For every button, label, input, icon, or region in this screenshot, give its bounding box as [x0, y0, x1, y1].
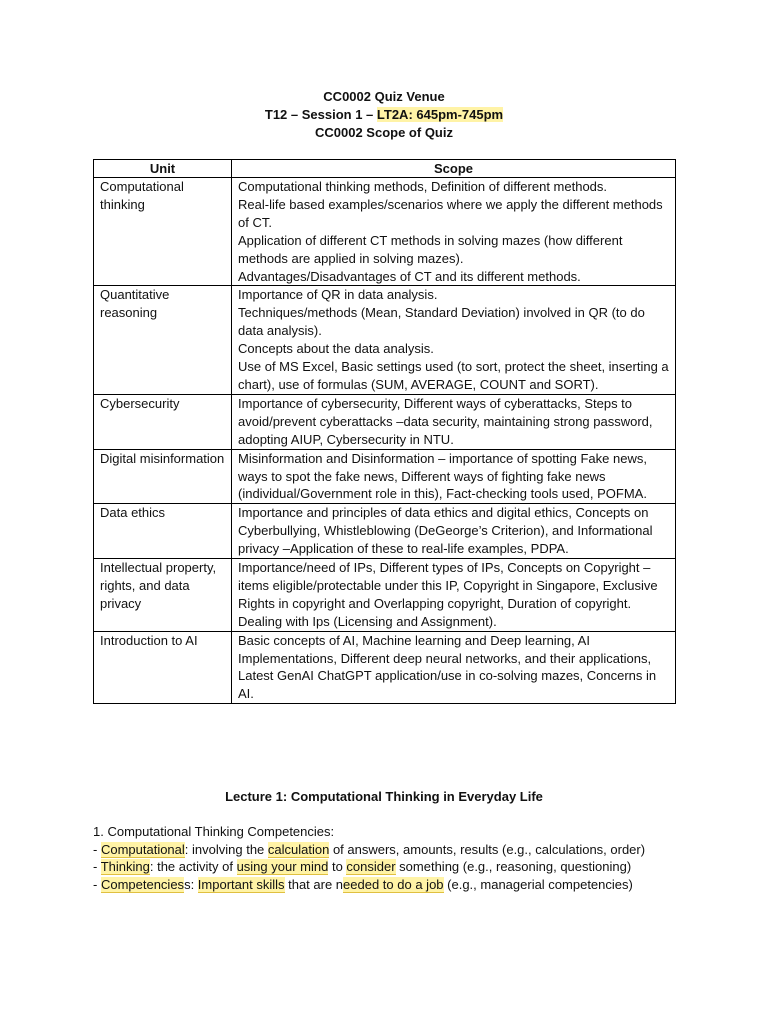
scope-line: Importance of QR in data analysis.	[238, 287, 438, 303]
scope-line: Real-life based examples/scenarios where we apply the different methods of CT.	[238, 196, 663, 230]
text: s:	[184, 876, 198, 892]
term-highlight: Competencies	[100, 876, 185, 892]
text: : involving the	[184, 841, 268, 857]
dash: -	[93, 876, 101, 892]
text: of answers, amounts, results (e.g., calculations, order)	[329, 841, 646, 857]
scope-line: Application of different CT methods in solving mazes (how different methods are applied in solving mazes).	[238, 232, 623, 266]
term-highlight: Computational	[100, 841, 185, 857]
venue-time-highlight: LT2A: 645pm-745pm	[376, 107, 504, 122]
scope-cell	[232, 559, 676, 632]
unit-cell: Computational thinking	[94, 178, 232, 286]
quiz-venue-title: CC0002 Quiz Venue	[323, 89, 445, 104]
scope-line: Importance of cybersecurity, Different ways of cyberattacks, Steps to avoid/prevent cyberattacks –data security, maintaining strong password, adopting AIUP, Cybersecurity in NTU.	[238, 395, 653, 447]
scope-cell	[232, 504, 676, 559]
scope-line: Techniques/methods (Mean, Standard Deviation) involved in QR (to do data analysis).	[238, 305, 645, 339]
dash: -	[93, 841, 101, 857]
scope-line: Misinformation and Disinformation – importance of spotting Fake news, ways to spot the fake news, Different ways of fighting fake news (individual/Government role in this), Fact-checking tools used, POFMA.	[238, 450, 647, 502]
scope-column-header: Scope	[232, 160, 676, 178]
word-highlight: calculation	[267, 841, 330, 857]
scope-line: Concepts about the data analysis.	[238, 341, 434, 357]
unit-cell: Digital misinformation	[94, 449, 232, 504]
scope-cell	[232, 394, 676, 449]
notes-item-thinking	[93, 858, 678, 876]
word-highlight: using your mind	[236, 859, 329, 874]
text: something (e.g., reasoning, questioning)	[395, 859, 632, 874]
notes-item-computational	[93, 841, 678, 859]
table-header-row	[94, 160, 676, 178]
unit-cell: Data ethics	[94, 504, 232, 559]
scope-title: CC0002 Scope of Quiz	[315, 125, 453, 140]
word-highlight: Important skills	[197, 876, 285, 892]
scope-table	[93, 159, 676, 704]
text: to	[328, 859, 347, 874]
unit-cell: Introduction to AI	[94, 631, 232, 704]
table-row	[94, 559, 676, 632]
scope-cell	[232, 178, 676, 286]
scope-line: Computational thinking methods, Definition of different methods.	[238, 179, 608, 194]
lecture-notes	[93, 823, 678, 893]
text: that are n	[284, 876, 344, 892]
unit-cell: Cybersecurity	[94, 394, 232, 449]
session-line	[0, 106, 768, 124]
session-prefix: T12 – Session 1 –	[264, 107, 377, 122]
table-row	[94, 504, 676, 559]
table-row	[94, 449, 676, 504]
notes-heading: 1. Computational Thinking Competencies:	[93, 824, 335, 839]
table-row	[94, 394, 676, 449]
notes-item-competencies	[93, 876, 678, 894]
word-highlight: consider	[346, 859, 396, 874]
scope-line: Basic concepts of AI, Machine learning and Deep learning, AI Implementations, Different deep neural networks, and their applications, Latest GenAI ChatGPT application/use in co-solving mazes, Concerns in AI.	[238, 632, 657, 702]
unit-cell: Intellectual property, rights, and data privacy	[94, 559, 232, 632]
lecture-title: Lecture 1: Computational Thinking in Everyday Life	[225, 789, 543, 804]
table-row	[94, 631, 676, 704]
table-row	[94, 178, 676, 286]
scope-cell	[232, 631, 676, 704]
unit-cell: Quantitative reasoning	[94, 286, 232, 394]
term-highlight: Thinking	[100, 859, 150, 874]
scope-cell	[232, 449, 676, 504]
word-highlight: eeded to do a job	[343, 876, 444, 892]
dash: -	[93, 859, 101, 874]
table-row	[94, 286, 676, 394]
text: : the activity of	[149, 859, 237, 874]
scope-line: Importance and principles of data ethics and digital ethics, Concepts on Cyberbullying, Whistleblowing (DeGeorge’s Criterion), and Informational privacy –Application of these to real-life examples, PDPA.	[238, 505, 653, 557]
text: (e.g., managerial competencies)	[443, 876, 633, 892]
scope-cell	[232, 286, 676, 394]
scope-line: Importance/need of IPs, Different types of IPs, Concepts on Copyright –items eligible/protectable under this IP, Copyright in Singapore, Exclusive Rights in copyright and Overlapping copyright, Duration of copyright. Dealing with Ips (Licensing and Assignment).	[238, 560, 658, 629]
scope-line: Advantages/Disadvantages of CT and its different methods.	[238, 268, 581, 284]
scope-line: Use of MS Excel, Basic settings used (to sort, protect the sheet, inserting a chart), use of formulas (SUM, AVERAGE, COUNT and SORT).	[238, 359, 669, 392]
unit-column-header: Unit	[94, 160, 232, 178]
